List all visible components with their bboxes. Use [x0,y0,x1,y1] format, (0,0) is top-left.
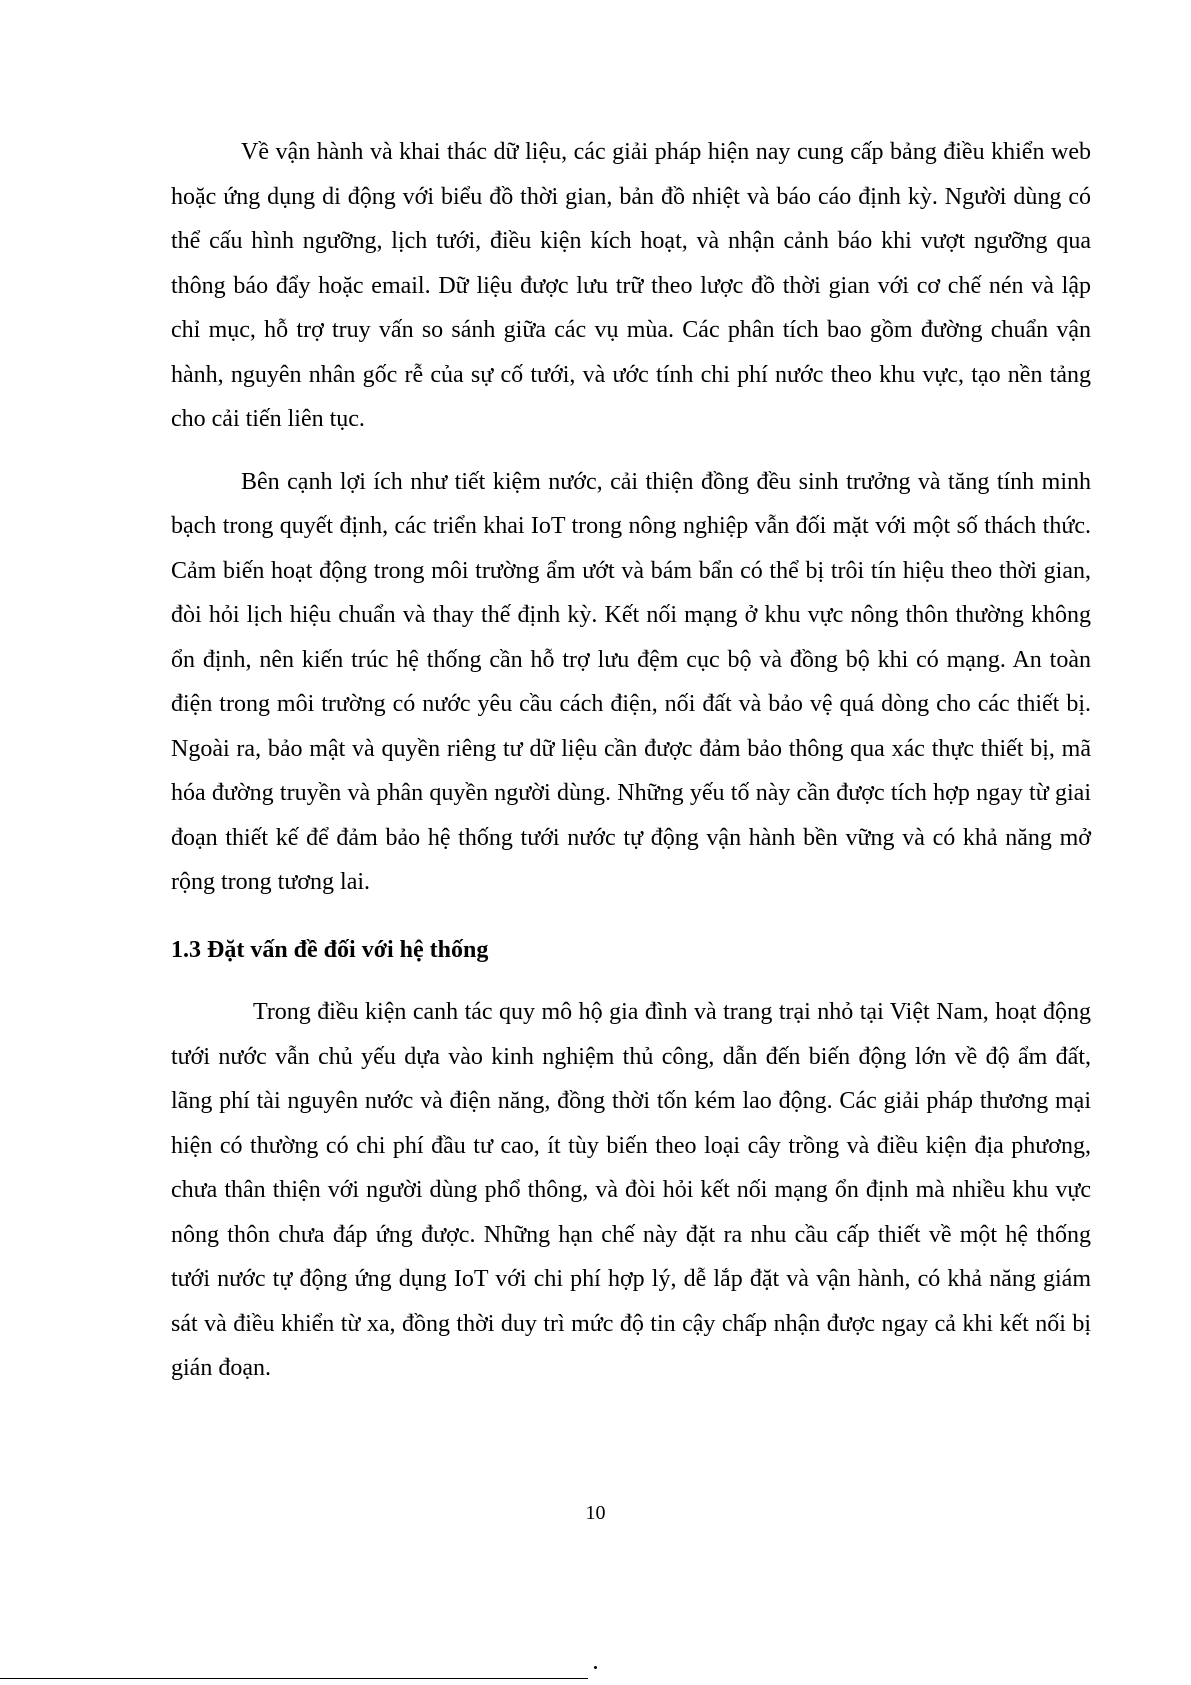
footer-dot [594,1666,597,1669]
paragraph-data-operations: Về vận hành và khai thác dữ liệu, các giải pháp hiện nay cung cấp bảng điều khiển web hoặc ứng dụng di động với biểu đồ thời gian, bản đồ nhiệt và báo cáo định kỳ. Người dùng có thể cấu hình ngưỡng, lịch tưới, điều kiện kích hoạt, và nhận cảnh báo khi vượt ngưỡng qua thông báo đẩy hoặc email. Dữ liệu được lưu trữ theo lược đồ thời gian với cơ chế nén và lập chỉ mục, hỗ trợ truy vấn so sánh giữa các vụ mùa. Các phân tích bao gồm đường chuẩn vận hành, nguyên nhân gốc rễ của sự cố tưới, và ước tính chi phí nước theo khu vực, tạo nền tảng cho cải tiến liên tục. [171,139,1091,432]
section-heading: 1.3 Đặt vấn đề đối với hệ thống [171,936,489,963]
page-content [171,130,1091,1391]
footer-divider [0,1678,588,1679]
page-number: 10 [585,1502,606,1524]
paragraph-iot-challenges: Bên cạnh lợi ích như tiết kiệm nước, cải thiện đồng đều sinh trưởng và tăng tính minh bạch trong quyết định, các triển khai IoT trong nông nghiệp vẫn đối mặt với một số thách thức. Cảm biến hoạt động trong môi trường ẩm ướt và bám bẩn có thể bị trôi tín hiệu theo thời gian, đòi hỏi lịch hiệu chuẩn và thay thế định kỳ. Kết nối mạng ở khu vực nông thôn thường không ổn định, nên kiến trúc hệ thống cần hỗ trợ lưu đệm cục bộ và đồng bộ khi có mạng. An toàn điện trong môi trường có nước yêu cầu cách điện, nối đất và bảo vệ quá dòng cho các thiết bị. Ngoài ra, bảo mật và quyền riêng tư dữ liệu cần được đảm bảo thông qua xác thực thiết bị, mã hóa đường truyền và phân quyền người dùng. Những yếu tố này cần được tích hợp ngay từ giai đoạn thiết kế để đảm bảo hệ thống tưới nước tự động vận hành bền vững và có khả năng mở rộng trong tương lai. [171,468,1091,895]
paragraph-problem-statement: Trong điều kiện canh tác quy mô hộ gia đình và trang trại nhỏ tại Việt Nam, hoạt động tưới nước vẫn chủ yếu dựa vào kinh nghiệm thủ công, dẫn đến biến động lớn về độ ẩm đất, lãng phí tài nguyên nước và điện năng, đồng thời tốn kém lao động. Các giải pháp thương mại hiện có thường có chi phí đầu tư cao, ít tùy biến theo loại cây trồng và điều kiện địa phương, chưa thân thiện với người dùng phổ thông, và đòi hỏi kết nối mạng ổn định mà nhiều khu vực nông thôn chưa đáp ứng được. Những hạn chế này đặt ra nhu cầu cấp thiết về một hệ thống tưới nước tự động ứng dụng IoT với chi phí hợp lý, dễ lắp đặt và vận hành, có khả năng giám sát và điều khiển từ xa, đồng thời duy trì mức độ tin cậy chấp nhận được ngay cả khi kết nối bị gián đoạn. [171,999,1091,1381]
